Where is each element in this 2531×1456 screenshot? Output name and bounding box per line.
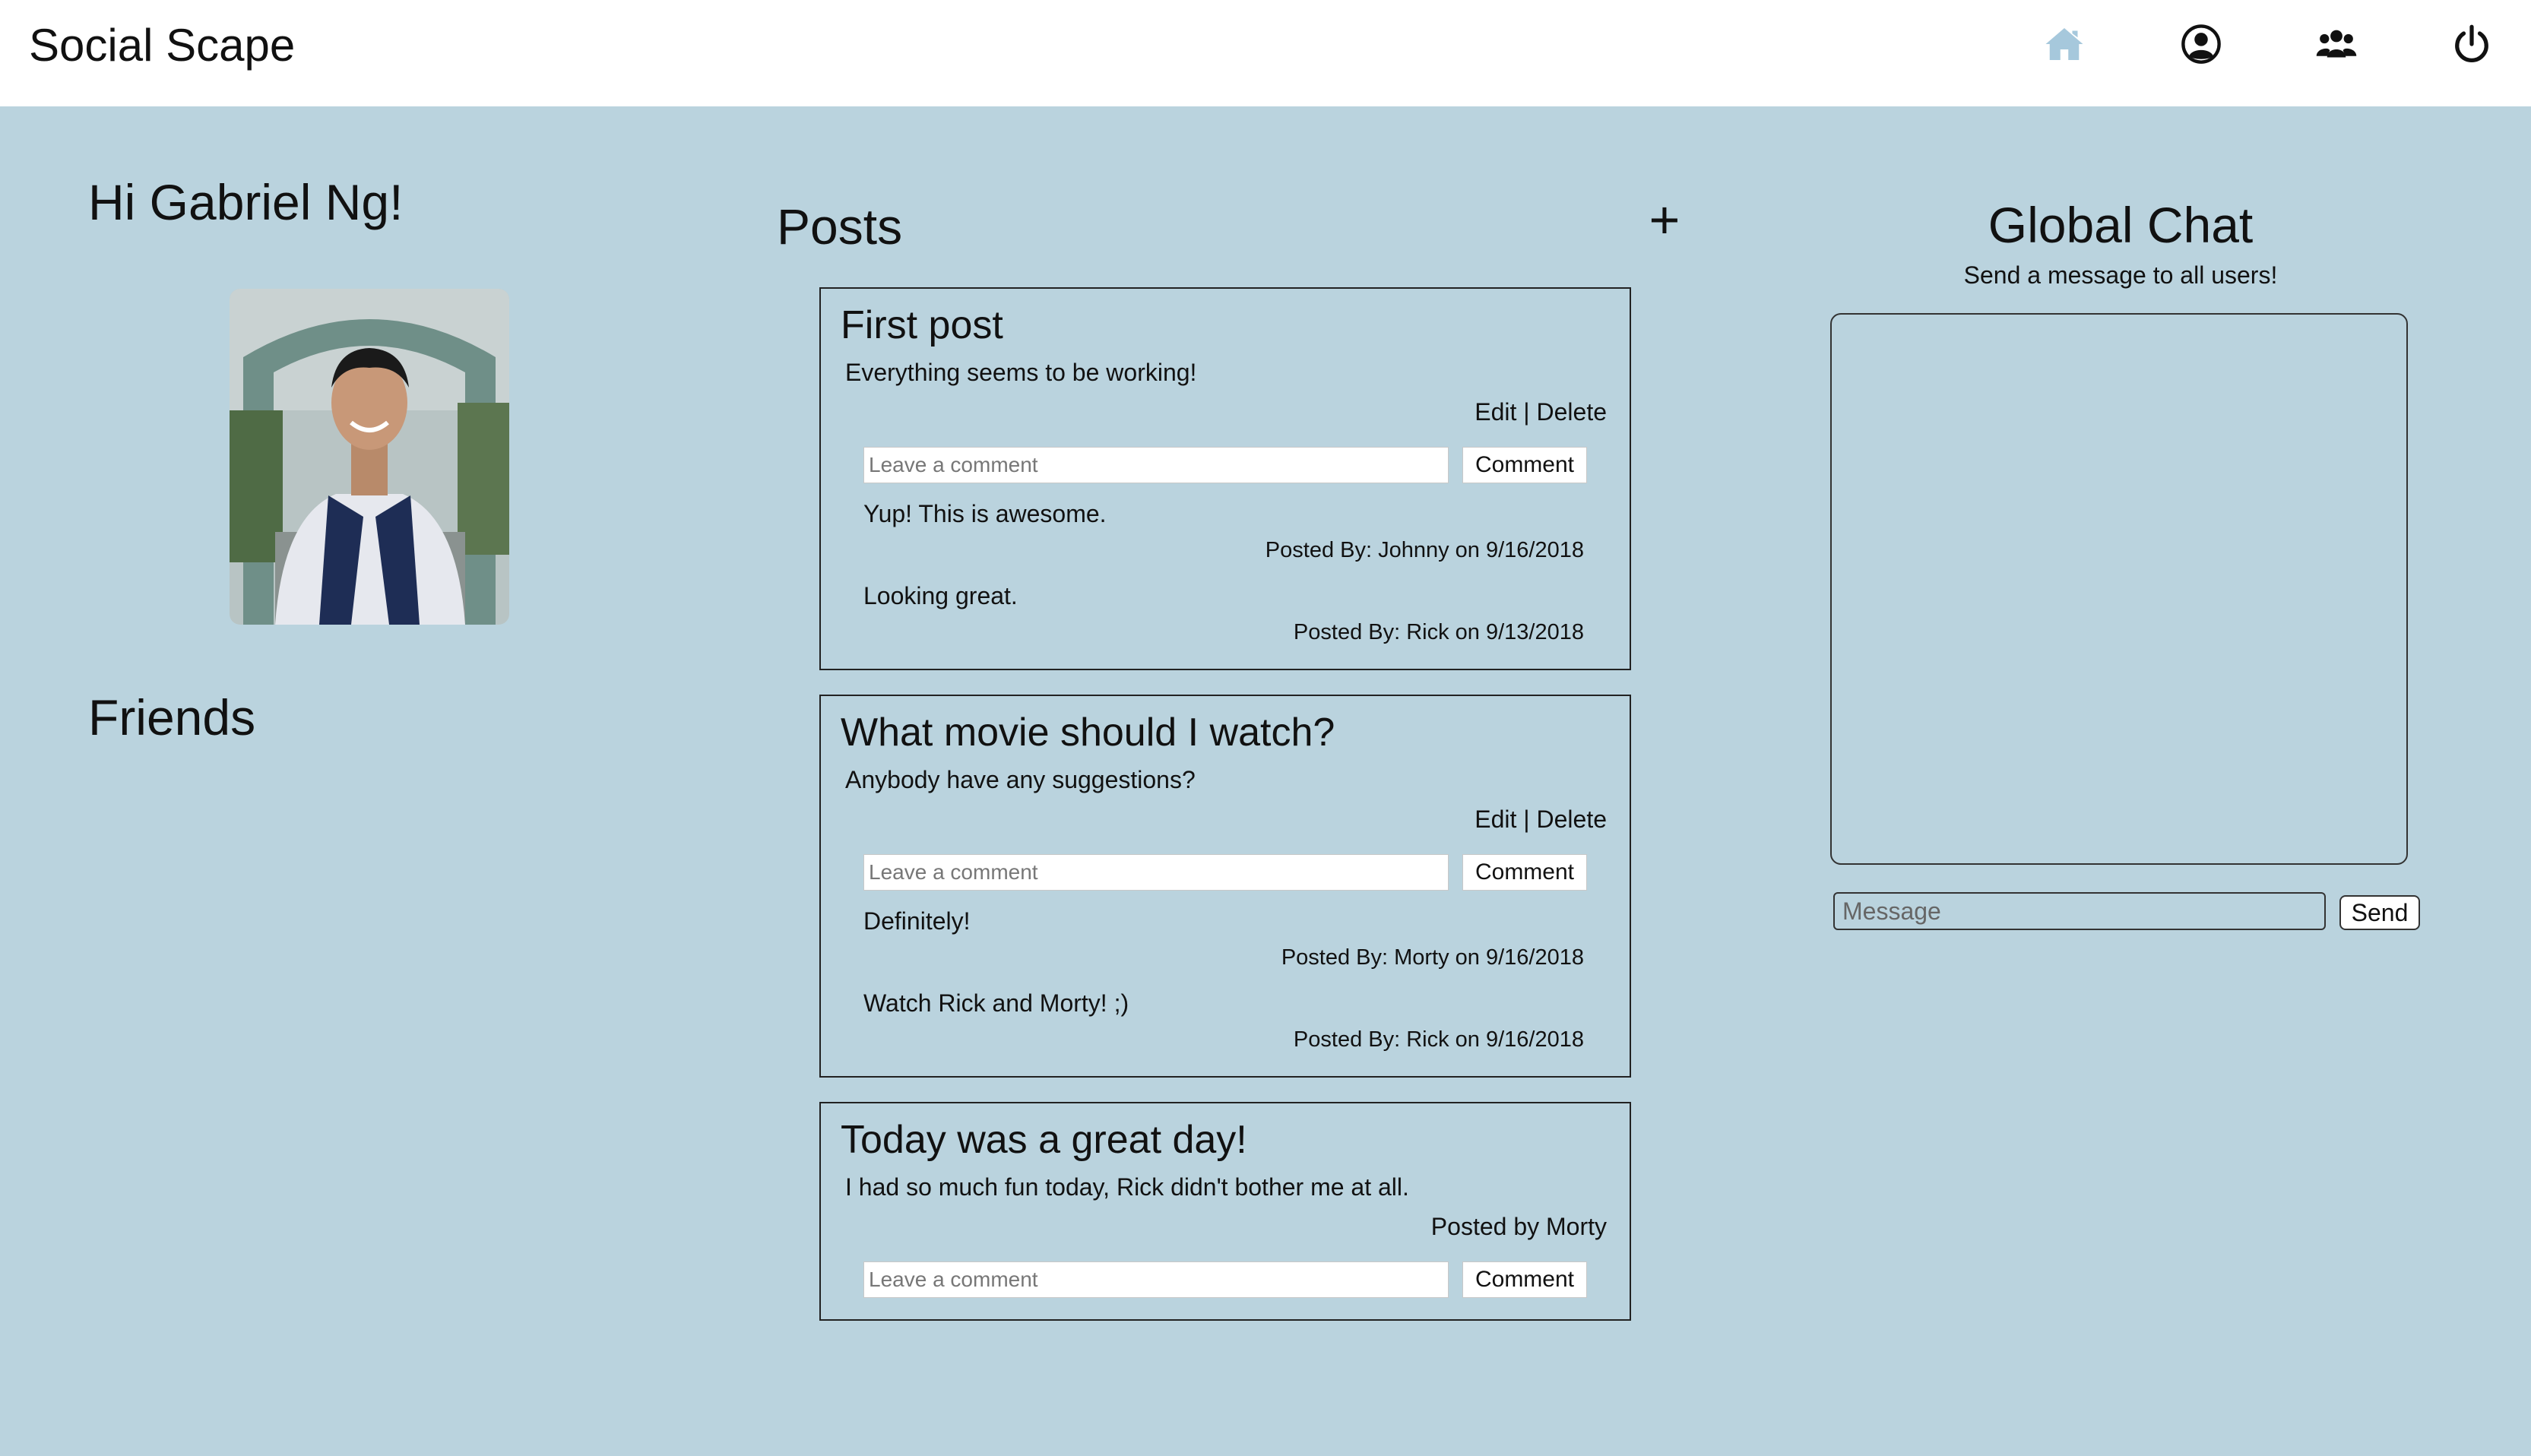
delete-post-link[interactable]: Delete	[1536, 398, 1607, 426]
comment-input[interactable]	[863, 447, 1449, 483]
friends-icon[interactable]	[2314, 21, 2359, 67]
comment-form	[841, 854, 1607, 891]
comment-text: Yup! This is awesome.	[863, 500, 1107, 527]
chat-messages-area[interactable]	[1830, 313, 2408, 865]
comment-text: Watch Rick and Morty! ;)	[863, 989, 1129, 1017]
post-body: Anybody have any suggestions?	[845, 766, 1196, 793]
profile-icon[interactable]	[2178, 21, 2224, 67]
comment-input[interactable]	[863, 854, 1449, 891]
comment-button[interactable]: Comment	[1462, 447, 1587, 483]
post-card	[819, 287, 1631, 670]
action-separator: |	[1516, 398, 1537, 426]
comment-item	[841, 904, 1607, 973]
chat-subtitle: Send a message to all users!	[1963, 261, 2278, 289]
comment-author: Posted By: Morty on 9/16/2018	[1281, 945, 1584, 970]
comment-form	[841, 1261, 1607, 1298]
action-separator: |	[1516, 806, 1537, 833]
profile-photo	[230, 289, 509, 625]
posts-feed[interactable]	[819, 287, 1633, 1391]
post-body: I had so much fun today, Rick didn't bother me at all.	[845, 1173, 1409, 1201]
home-icon[interactable]	[2042, 21, 2087, 67]
post-title: What movie should I watch?	[841, 711, 1335, 755]
comment-text: Looking great.	[863, 582, 1018, 609]
post-card	[819, 695, 1631, 1078]
friends-heading: Friends	[88, 689, 256, 745]
comment-item	[841, 579, 1607, 647]
comment-text: Definitely!	[863, 907, 971, 935]
post-card	[819, 1102, 1631, 1321]
comment-item	[841, 986, 1607, 1055]
post-title: Today was a great day!	[841, 1118, 1247, 1162]
comment-author: Posted By: Johnny on 9/16/2018	[1265, 538, 1584, 562]
send-button[interactable]: Send	[2339, 895, 2420, 930]
comment-author: Posted By: Rick on 9/13/2018	[1293, 620, 1584, 644]
power-icon[interactable]	[2449, 21, 2495, 67]
post-author: Posted by Morty	[1430, 1213, 1607, 1240]
post-actions	[841, 802, 1607, 836]
post-title: First post	[841, 303, 1003, 347]
greeting-heading: Hi Gabriel Ng!	[88, 174, 404, 230]
app-title[interactable]: Social Scape	[29, 20, 296, 71]
comment-input[interactable]	[863, 1261, 1449, 1298]
comment-button[interactable]: Comment	[1462, 1261, 1587, 1298]
comment-button[interactable]: Comment	[1462, 854, 1587, 891]
top-navbar	[0, 0, 2531, 106]
comment-item	[841, 497, 1607, 565]
chat-message-input[interactable]	[1833, 892, 2326, 930]
edit-post-link[interactable]: Edit	[1475, 806, 1517, 833]
add-post-button[interactable]: +	[1649, 190, 1680, 249]
comment-form	[841, 447, 1607, 483]
post-actions	[841, 395, 1607, 429]
posts-heading: Posts	[777, 198, 903, 255]
chat-heading: Global Chat	[1988, 197, 2254, 253]
post-body: Everything seems to be working!	[845, 359, 1197, 386]
delete-post-link[interactable]: Delete	[1536, 806, 1607, 833]
comment-author: Posted By: Rick on 9/16/2018	[1293, 1027, 1584, 1052]
edit-post-link[interactable]: Edit	[1475, 398, 1517, 426]
